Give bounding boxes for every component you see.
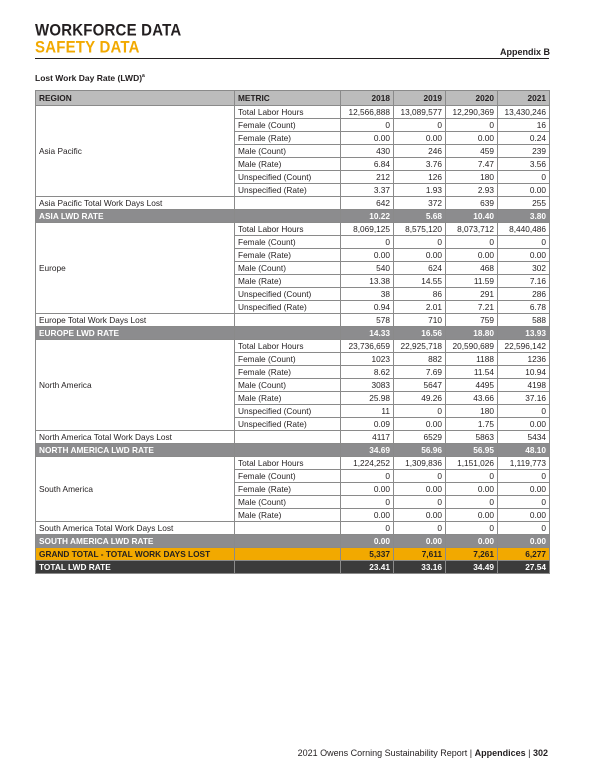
table-row — [36, 340, 550, 353]
region-rate-value-2019: 16.56 — [394, 327, 446, 340]
table-row — [36, 223, 550, 236]
metric-cell: Male (Rate) — [235, 158, 341, 171]
region-name-cell: Europe — [36, 223, 235, 314]
region-name-cell: North America — [36, 340, 235, 431]
value-cell-2021: 6.78 — [498, 301, 550, 314]
value-cell-2020: 0.00 — [446, 509, 498, 522]
metric-cell: Female (Rate) — [235, 366, 341, 379]
value-cell-2020: 1,151,026 — [446, 457, 498, 470]
value-cell-2018: 11 — [341, 405, 394, 418]
value-cell-2019: 0.00 — [394, 418, 446, 431]
footer-separator: | — [469, 748, 473, 758]
value-cell-2020: 291 — [446, 288, 498, 301]
value-cell-2020: 11.59 — [446, 275, 498, 288]
value-cell-2018: 0 — [341, 470, 394, 483]
value-cell-2019: 0.00 — [394, 132, 446, 145]
value-cell-2018: 0 — [341, 496, 394, 509]
value-cell-2021: 0.00 — [498, 509, 550, 522]
appendix-label: Appendix B — [499, 47, 550, 57]
grand-total-row — [36, 548, 550, 561]
value-cell-2019: 0.00 — [394, 509, 446, 522]
value-cell-2018: 212 — [341, 171, 394, 184]
value-cell-2021: 0 — [498, 171, 550, 184]
value-cell-2020: 459 — [446, 145, 498, 158]
metric-cell: Female (Count) — [235, 236, 341, 249]
region-total-value-2018: 0 — [341, 522, 394, 535]
value-cell-2021: 0.00 — [498, 249, 550, 262]
value-cell-2018: 1023 — [341, 353, 394, 366]
region-lwd-rate-row — [36, 444, 550, 457]
value-cell-2019: 86 — [394, 288, 446, 301]
value-cell-2018: 0 — [341, 119, 394, 132]
value-cell-2021: 13,430,246 — [498, 106, 550, 119]
value-cell-2018: 0 — [341, 236, 394, 249]
value-cell-2021: 1236 — [498, 353, 550, 366]
value-cell-2021: 239 — [498, 145, 550, 158]
metric-cell: Unspecified (Count) — [235, 405, 341, 418]
value-cell-2021: 37.16 — [498, 392, 550, 405]
table-header-row — [36, 91, 550, 106]
section-title-text: Lost Work Day Rate (LWD) — [35, 73, 143, 83]
col-header-2020: 2020 — [446, 91, 498, 106]
region-name-cell: Asia Pacific — [36, 106, 235, 197]
value-cell-2019: 0.00 — [394, 249, 446, 262]
region-total-value-2018: 4117 — [341, 431, 394, 444]
region-total-row — [36, 431, 550, 444]
total-rate-value-2020: 34.49 — [446, 561, 498, 574]
region-lwd-rate-row — [36, 210, 550, 223]
value-cell-2020: 1188 — [446, 353, 498, 366]
region-name-cell: South America — [36, 457, 235, 522]
region-rate-blank — [235, 327, 341, 340]
metric-cell: Total Labor Hours — [235, 340, 341, 353]
value-cell-2020: 11.54 — [446, 366, 498, 379]
region-total-blank — [235, 431, 341, 444]
total-rate-label: TOTAL LWD RATE — [36, 561, 235, 574]
total-rate-value-2018: 23.41 — [341, 561, 394, 574]
value-cell-2019: 22,925,718 — [394, 340, 446, 353]
page-footer — [298, 748, 548, 758]
value-cell-2020: 180 — [446, 171, 498, 184]
value-cell-2018: 8.62 — [341, 366, 394, 379]
value-cell-2021: 0.00 — [498, 418, 550, 431]
region-rate-blank — [235, 535, 341, 548]
region-rate-blank — [235, 210, 341, 223]
value-cell-2018: 0.94 — [341, 301, 394, 314]
value-cell-2019: 0.00 — [394, 483, 446, 496]
metric-cell: Unspecified (Rate) — [235, 301, 341, 314]
region-total-blank — [235, 522, 341, 535]
value-cell-2020: 8,073,712 — [446, 223, 498, 236]
metric-cell: Unspecified (Count) — [235, 171, 341, 184]
value-cell-2020: 0 — [446, 119, 498, 132]
lwd-table — [35, 90, 550, 574]
value-cell-2019: 246 — [394, 145, 446, 158]
section-title-footnote: a — [142, 73, 145, 80]
region-total-value-2019: 0 — [394, 522, 446, 535]
value-cell-2018: 0.00 — [341, 132, 394, 145]
region-rate-label: ASIA LWD RATE — [36, 210, 235, 223]
value-cell-2020: 0.00 — [446, 132, 498, 145]
value-cell-2019: 49.26 — [394, 392, 446, 405]
value-cell-2018: 25.98 — [341, 392, 394, 405]
value-cell-2020: 2.93 — [446, 184, 498, 197]
region-total-value-2020: 639 — [446, 197, 498, 210]
table-row — [36, 106, 550, 119]
value-cell-2020: 0.00 — [446, 483, 498, 496]
region-total-label: North America Total Work Days Lost — [36, 431, 235, 444]
region-rate-blank — [235, 444, 341, 457]
table-row — [36, 457, 550, 470]
value-cell-2019: 13,089,577 — [394, 106, 446, 119]
value-cell-2018: 0.00 — [341, 483, 394, 496]
value-cell-2018: 0.00 — [341, 509, 394, 522]
col-header-2019: 2019 — [394, 91, 446, 106]
value-cell-2019: 0 — [394, 236, 446, 249]
region-lwd-rate-row — [36, 535, 550, 548]
value-cell-2020: 0.00 — [446, 249, 498, 262]
value-cell-2019: 5647 — [394, 379, 446, 392]
region-rate-value-2020: 10.40 — [446, 210, 498, 223]
value-cell-2019: 14.55 — [394, 275, 446, 288]
value-cell-2018: 0.00 — [341, 249, 394, 262]
metric-cell: Total Labor Hours — [235, 457, 341, 470]
region-rate-value-2021: 13.93 — [498, 327, 550, 340]
value-cell-2019: 0 — [394, 470, 446, 483]
region-rate-value-2021: 3.80 — [498, 210, 550, 223]
region-rate-value-2019: 5.68 — [394, 210, 446, 223]
value-cell-2018: 0.09 — [341, 418, 394, 431]
value-cell-2018: 540 — [341, 262, 394, 275]
value-cell-2021: 16 — [498, 119, 550, 132]
metric-cell: Male (Count) — [235, 262, 341, 275]
table-body — [36, 106, 550, 574]
value-cell-2020: 7.21 — [446, 301, 498, 314]
value-cell-2020: 468 — [446, 262, 498, 275]
value-cell-2019: 0 — [394, 405, 446, 418]
region-rate-value-2019: 56.96 — [394, 444, 446, 457]
region-lwd-rate-row — [36, 327, 550, 340]
value-cell-2021: 7.16 — [498, 275, 550, 288]
region-total-value-2021: 5434 — [498, 431, 550, 444]
section-title — [35, 73, 145, 83]
total-rate-value-2021: 27.54 — [498, 561, 550, 574]
page-title: WORKFORCE DATA — [35, 21, 182, 40]
region-total-label: Europe Total Work Days Lost — [36, 314, 235, 327]
metric-cell: Male (Count) — [235, 496, 341, 509]
metric-cell: Unspecified (Rate) — [235, 418, 341, 431]
total-rate-value-2019: 33.16 — [394, 561, 446, 574]
value-cell-2021: 22,596,142 — [498, 340, 550, 353]
grand-total-blank — [235, 548, 341, 561]
region-rate-value-2018: 14.33 — [341, 327, 394, 340]
value-cell-2020: 0 — [446, 470, 498, 483]
value-cell-2021: 0.00 — [498, 483, 550, 496]
region-total-value-2021: 588 — [498, 314, 550, 327]
value-cell-2018: 23,736,659 — [341, 340, 394, 353]
region-total-value-2019: 710 — [394, 314, 446, 327]
page-subtitle: SAFETY DATA — [35, 38, 140, 57]
region-total-blank — [235, 314, 341, 327]
value-cell-2020: 1.75 — [446, 418, 498, 431]
value-cell-2019: 3.76 — [394, 158, 446, 171]
grand-total-value-2018: 5,337 — [341, 548, 394, 561]
grand-total-value-2020: 7,261 — [446, 548, 498, 561]
metric-cell: Male (Rate) — [235, 392, 341, 405]
value-cell-2019: 126 — [394, 171, 446, 184]
value-cell-2021: 0.00 — [498, 184, 550, 197]
value-cell-2020: 12,290,369 — [446, 106, 498, 119]
region-rate-label: EUROPE LWD RATE — [36, 327, 235, 340]
region-rate-value-2021: 48.10 — [498, 444, 550, 457]
value-cell-2019: 0 — [394, 119, 446, 132]
region-total-row — [36, 314, 550, 327]
region-rate-value-2018: 34.69 — [341, 444, 394, 457]
region-rate-value-2020: 18.80 — [446, 327, 498, 340]
value-cell-2018: 1,224,252 — [341, 457, 394, 470]
region-rate-label: SOUTH AMERICA LWD RATE — [36, 535, 235, 548]
grand-total-value-2019: 7,611 — [394, 548, 446, 561]
region-rate-label: NORTH AMERICA LWD RATE — [36, 444, 235, 457]
value-cell-2018: 38 — [341, 288, 394, 301]
region-total-value-2021: 255 — [498, 197, 550, 210]
total-rate-blank — [235, 561, 341, 574]
metric-cell: Female (Rate) — [235, 249, 341, 262]
col-header-2018: 2018 — [341, 91, 394, 106]
region-total-blank — [235, 197, 341, 210]
value-cell-2021: 0 — [498, 470, 550, 483]
value-cell-2021: 8,440,486 — [498, 223, 550, 236]
region-total-value-2021: 0 — [498, 522, 550, 535]
value-cell-2018: 12,566,888 — [341, 106, 394, 119]
value-cell-2019: 8,575,120 — [394, 223, 446, 236]
value-cell-2019: 0 — [394, 496, 446, 509]
metric-cell: Male (Rate) — [235, 509, 341, 522]
region-total-value-2018: 578 — [341, 314, 394, 327]
value-cell-2018: 3083 — [341, 379, 394, 392]
col-header-metric: METRIC — [235, 91, 341, 106]
total-lwd-rate-row — [36, 561, 550, 574]
value-cell-2018: 430 — [341, 145, 394, 158]
metric-cell: Male (Count) — [235, 145, 341, 158]
region-rate-value-2018: 0.00 — [341, 535, 394, 548]
grand-total-value-2021: 6,277 — [498, 548, 550, 561]
region-rate-value-2020: 0.00 — [446, 535, 498, 548]
value-cell-2018: 3.37 — [341, 184, 394, 197]
value-cell-2019: 882 — [394, 353, 446, 366]
value-cell-2019: 7.69 — [394, 366, 446, 379]
metric-cell: Female (Count) — [235, 353, 341, 366]
region-total-label: Asia Pacific Total Work Days Lost — [36, 197, 235, 210]
value-cell-2021: 3.56 — [498, 158, 550, 171]
region-total-row — [36, 522, 550, 535]
region-total-value-2018: 642 — [341, 197, 394, 210]
region-total-label: South America Total Work Days Lost — [36, 522, 235, 535]
value-cell-2021: 0.24 — [498, 132, 550, 145]
region-total-value-2020: 5863 — [446, 431, 498, 444]
footer-separator-2: | — [528, 748, 531, 758]
footer-page-number: 302 — [532, 748, 548, 758]
metric-cell: Male (Count) — [235, 379, 341, 392]
value-cell-2021: 4198 — [498, 379, 550, 392]
value-cell-2020: 0 — [446, 496, 498, 509]
col-header-2021: 2021 — [498, 91, 550, 106]
metric-cell: Total Labor Hours — [235, 223, 341, 236]
value-cell-2020: 4495 — [446, 379, 498, 392]
value-cell-2021: 286 — [498, 288, 550, 301]
value-cell-2021: 1,119,773 — [498, 457, 550, 470]
region-total-row — [36, 197, 550, 210]
value-cell-2019: 1,309,836 — [394, 457, 446, 470]
metric-cell: Unspecified (Rate) — [235, 184, 341, 197]
value-cell-2021: 10.94 — [498, 366, 550, 379]
metric-cell: Female (Count) — [235, 470, 341, 483]
region-rate-value-2019: 0.00 — [394, 535, 446, 548]
value-cell-2018: 8,069,125 — [341, 223, 394, 236]
col-header-region: REGION — [36, 91, 235, 106]
region-total-value-2019: 372 — [394, 197, 446, 210]
value-cell-2020: 20,590,689 — [446, 340, 498, 353]
region-rate-value-2020: 56.95 — [446, 444, 498, 457]
region-total-value-2019: 6529 — [394, 431, 446, 444]
footer-report: 2021 Owens Corning Sustainability Report — [297, 748, 468, 758]
metric-cell: Female (Rate) — [235, 483, 341, 496]
value-cell-2020: 43.66 — [446, 392, 498, 405]
metric-cell: Total Labor Hours — [235, 106, 341, 119]
value-cell-2021: 302 — [498, 262, 550, 275]
region-rate-value-2018: 10.22 — [341, 210, 394, 223]
value-cell-2019: 2.01 — [394, 301, 446, 314]
region-total-value-2020: 0 — [446, 522, 498, 535]
value-cell-2020: 0 — [446, 236, 498, 249]
value-cell-2021: 0 — [498, 236, 550, 249]
value-cell-2019: 1.93 — [394, 184, 446, 197]
metric-cell: Female (Rate) — [235, 132, 341, 145]
metric-cell: Male (Rate) — [235, 275, 341, 288]
footer-section: Appendices — [474, 748, 526, 758]
value-cell-2018: 6.84 — [341, 158, 394, 171]
header-divider — [35, 58, 549, 59]
metric-cell: Female (Count) — [235, 119, 341, 132]
value-cell-2020: 180 — [446, 405, 498, 418]
metric-cell: Unspecified (Count) — [235, 288, 341, 301]
region-rate-value-2021: 0.00 — [498, 535, 550, 548]
grand-total-label: GRAND TOTAL - TOTAL WORK DAYS LOST — [36, 548, 235, 561]
value-cell-2021: 0 — [498, 405, 550, 418]
value-cell-2018: 13.38 — [341, 275, 394, 288]
value-cell-2020: 7.47 — [446, 158, 498, 171]
value-cell-2019: 624 — [394, 262, 446, 275]
region-total-value-2020: 759 — [446, 314, 498, 327]
value-cell-2021: 0 — [498, 496, 550, 509]
